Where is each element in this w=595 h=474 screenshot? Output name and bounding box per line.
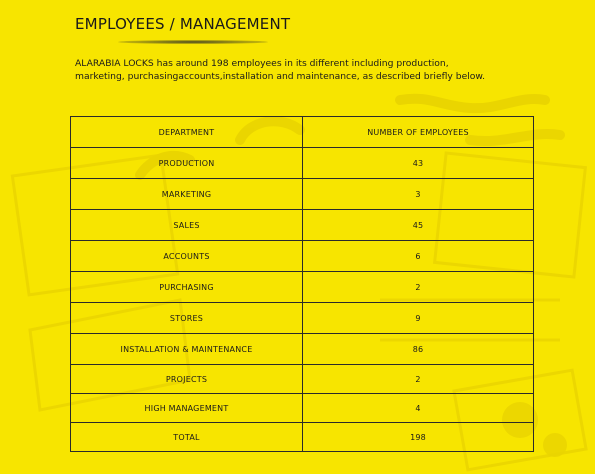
department-cell: STORES bbox=[71, 303, 303, 334]
employee-count-cell: 2 bbox=[303, 272, 534, 303]
column-header-department: DEPARTMENT bbox=[71, 117, 303, 148]
table-row bbox=[71, 148, 534, 179]
employee-count-cell: 9 bbox=[303, 303, 534, 334]
employee-count-cell: 2 bbox=[303, 365, 534, 394]
page-title: EMPLOYEES / MANAGEMENT bbox=[75, 15, 291, 33]
total-count-cell: 198 bbox=[303, 423, 534, 452]
table-row bbox=[71, 334, 534, 365]
table-row bbox=[71, 303, 534, 334]
department-cell: ACCOUNTS bbox=[71, 241, 303, 272]
employee-count-cell: 45 bbox=[303, 210, 534, 241]
employee-count-cell: 43 bbox=[303, 148, 534, 179]
department-cell: MARKETING bbox=[71, 179, 303, 210]
department-cell: PRODUCTION bbox=[71, 148, 303, 179]
employee-count-cell: 86 bbox=[303, 334, 534, 365]
table-row bbox=[71, 241, 534, 272]
employee-count-cell: 6 bbox=[303, 241, 534, 272]
table-header-row bbox=[71, 117, 534, 148]
title-underline-decoration bbox=[118, 40, 268, 44]
table-total-row bbox=[71, 423, 534, 452]
intro-paragraph: ALARABIA LOCKS has around 198 employees in its different including production, marketing, purchasingaccounts,installation and maintenance, as described briefly below. bbox=[75, 58, 486, 82]
department-cell: PURCHASING bbox=[71, 272, 303, 303]
table-row bbox=[71, 210, 534, 241]
table-row bbox=[71, 272, 534, 303]
department-cell: INSTALLATION & MAINTENANCE bbox=[71, 334, 303, 365]
department-cell: HIGH MANAGEMENT bbox=[71, 394, 303, 423]
table-row bbox=[71, 179, 534, 210]
employee-count-cell: 4 bbox=[303, 394, 534, 423]
department-cell: PROJECTS bbox=[71, 365, 303, 394]
employees-table bbox=[70, 116, 534, 452]
table-row bbox=[71, 365, 534, 394]
column-header-number-of-employees: NUMBER OF EMPLOYEES bbox=[303, 117, 534, 148]
employee-count-cell: 3 bbox=[303, 179, 534, 210]
table-row bbox=[71, 394, 534, 423]
total-label-cell: TOTAL bbox=[71, 423, 303, 452]
department-cell: SALES bbox=[71, 210, 303, 241]
